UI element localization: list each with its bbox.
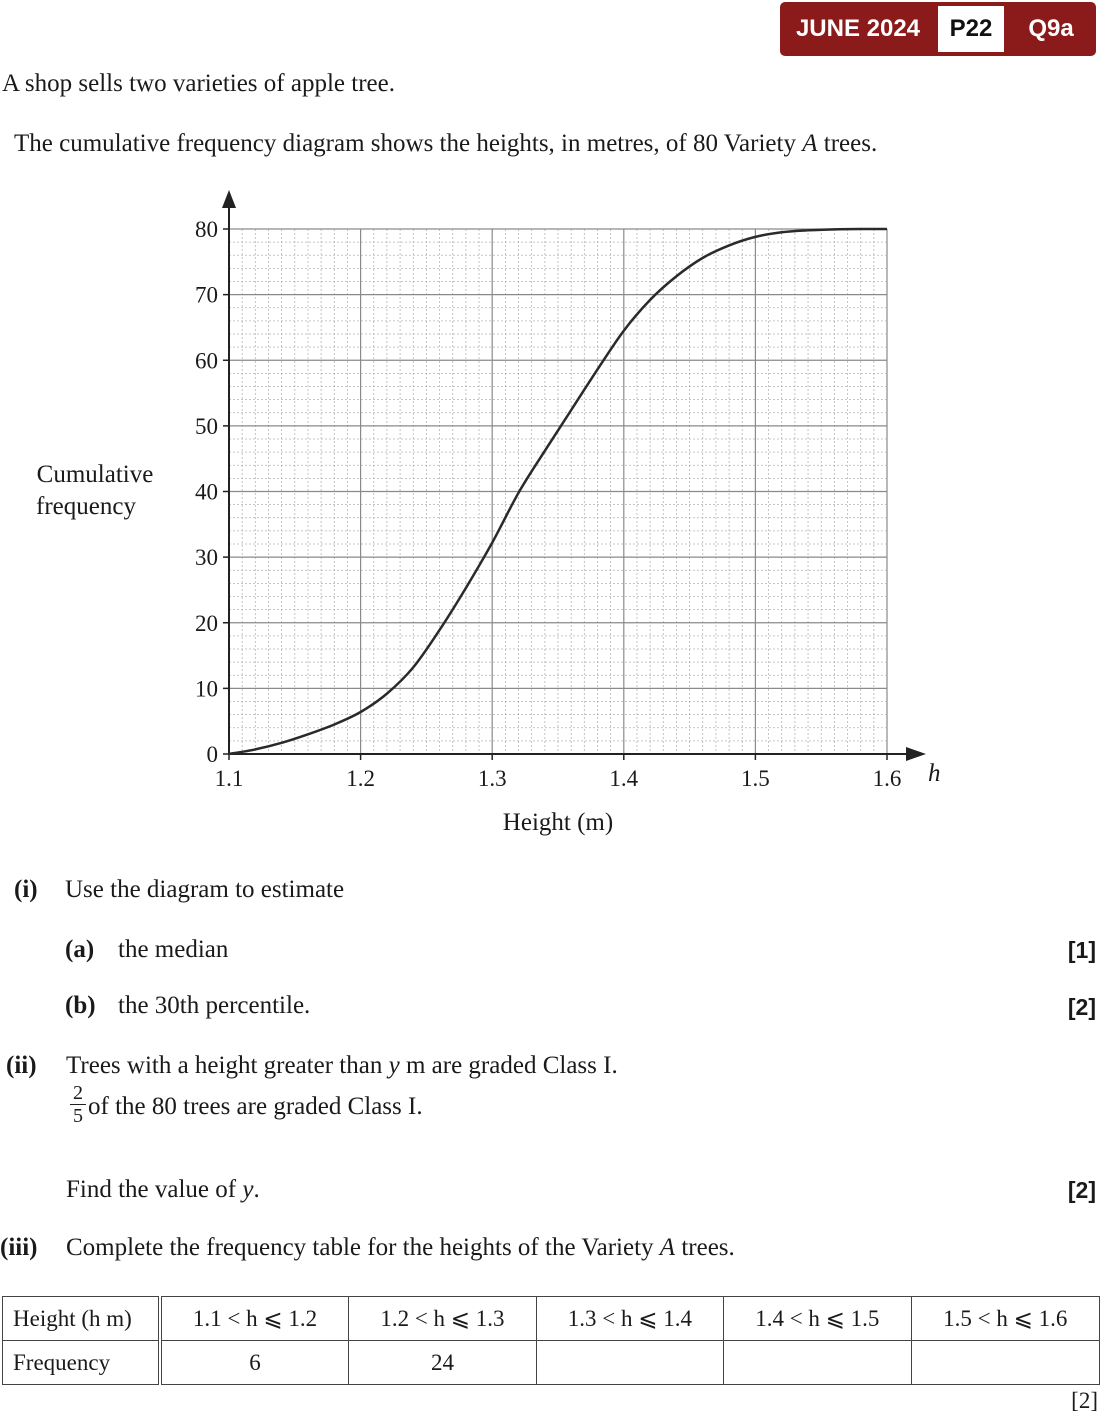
table-header-label: Height (h m) [3,1297,160,1341]
x-tick-label: 1.2 [346,766,375,791]
x-tick-label: 1.3 [477,766,507,791]
interval-2: 1.2 < h ⩽ 1.3 [349,1297,536,1341]
table-frequency-row [3,1341,1100,1385]
frequency-cell-2[interactable]: 24 [349,1341,536,1385]
question-iii: (iii) Complete the frequency table for the heights of the Variety A trees. [0,1234,735,1261]
marks-i-b: [2] [1067,994,1096,1020]
frequency-cell-4[interactable] [724,1341,911,1385]
table-header-row [3,1297,1100,1341]
question-badge [780,2,1096,56]
table-row-label: Frequency [3,1341,160,1385]
interval-1: 1.1 < h ⩽ 1.2 [160,1297,349,1341]
cumulative-frequency-chart [0,180,1100,850]
interval-5: 1.5 < h ⩽ 1.6 [911,1297,1099,1341]
badge-question: Q9a [1028,15,1074,42]
question-ii-find: Find the value of y. [66,1176,260,1203]
y-tick-label: 60 [195,348,218,374]
y-axis-arrow-icon [222,190,236,208]
y-axis-label-line-1: Cumulative [36,461,154,488]
interval-4: 1.4 < h ⩽ 1.5 [724,1297,911,1341]
y-axis-label-line-2: frequency [36,493,136,520]
y-tick-label: 70 [195,282,218,308]
question-ii-line-2: of the 80 trees are graded Class I. [88,1093,423,1120]
question-i: (i) Use the diagram to estimate [14,876,345,903]
chart-ticks [195,217,901,791]
y-tick-label: 50 [195,413,218,439]
frequency-cell-3[interactable] [536,1341,723,1385]
fraction-two-fifths: 2 5 [70,1082,86,1127]
marks-ii: [2] [1067,1177,1096,1203]
frequency-cell-5[interactable] [911,1341,1099,1385]
marks-i-a: [1] [1067,937,1096,963]
marks-iii: [2] [1071,1388,1098,1413]
badge-session: JUNE 2024 [795,15,921,42]
x-tick-label: 1.5 [741,766,770,791]
x-axis-label: Height (m) [502,809,614,836]
y-tick-label: 0 [206,742,218,767]
y-tick-label: 10 [195,676,218,702]
y-tick-label: 80 [195,217,218,242]
x-tick-label: 1.4 [609,766,639,791]
x-axis-variable: h [928,760,941,787]
x-tick-label: 1.6 [872,766,902,791]
question-i-b: (b) the 30th percentile. [65,992,311,1019]
question-ii: (ii) Trees with a height greater than y m are graded Class I. [6,1052,618,1079]
chart-grid [229,229,887,754]
y-tick-label: 40 [195,479,218,505]
x-axis-arrow-icon [906,747,926,761]
interval-3: 1.3 < h ⩽ 1.4 [536,1297,723,1341]
frequency-table [2,1296,1100,1385]
badge-paper: P22 [938,6,1004,52]
intro-line-2: The cumulative frequency diagram shows the heights, in metres, of 80 Variety A trees. [14,130,878,157]
y-tick-label: 20 [195,610,218,636]
question-i-a: (a) the median [65,936,229,963]
intro-line-1: A shop sells two varieties of apple tree. [2,70,395,97]
x-tick-label: 1.1 [214,766,244,791]
y-tick-label: 30 [195,545,218,571]
frequency-cell-1[interactable]: 6 [160,1341,349,1385]
